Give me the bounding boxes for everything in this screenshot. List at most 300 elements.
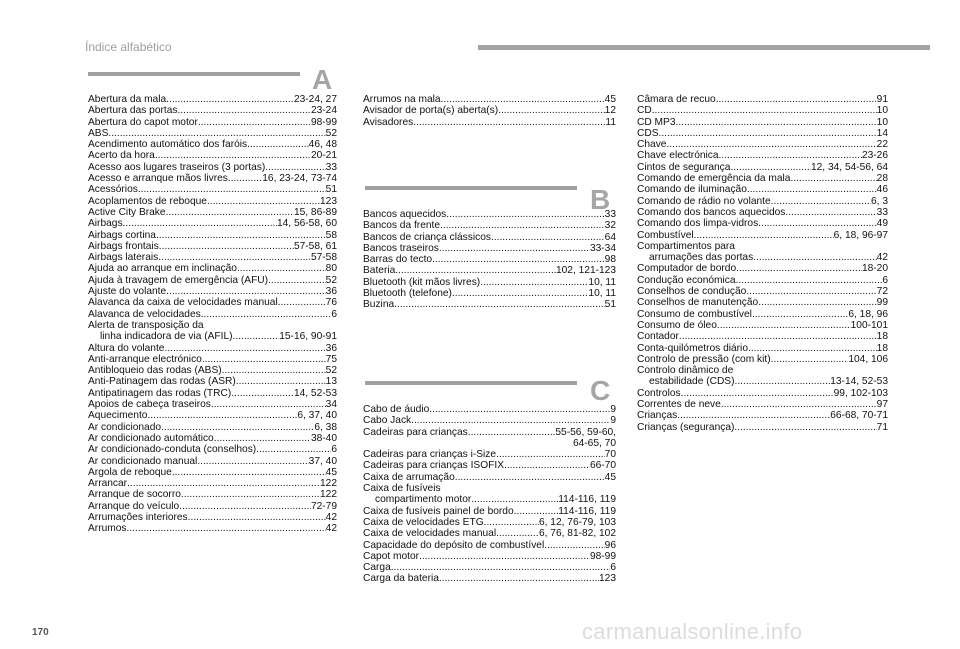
dot-leader	[491, 232, 605, 243]
index-entry-term: Ar condicionado manual	[88, 455, 198, 467]
index-entry-term: Acoplamentos de reboque	[88, 195, 207, 207]
index-entry-pages: 6	[331, 308, 337, 320]
dot-leader	[746, 286, 876, 297]
dot-leader	[147, 410, 297, 421]
index-entry	[637, 331, 888, 342]
dot-leader	[440, 220, 605, 231]
dot-leader	[484, 517, 539, 528]
index-entry-term: Conselhos de condução	[637, 286, 747, 298]
index-entry-pages: 36	[325, 342, 337, 354]
index-entry	[363, 472, 616, 483]
index-entry-term: Airbags frontais	[88, 240, 159, 252]
index-entry-pages: 6, 3	[871, 195, 888, 207]
index-entry-pages: 52	[325, 274, 337, 286]
index-entry-pages: 42	[325, 523, 337, 535]
index-entry-term: Bluetooth (telefone)	[363, 288, 452, 300]
index-entry	[363, 117, 616, 128]
index-entry-pages: 51	[325, 184, 337, 196]
index-entry-term: Caixa de arrumação	[363, 471, 455, 483]
index-entry-pages: 6	[882, 274, 888, 286]
index-entry-pages: 52	[325, 127, 337, 139]
index-entry	[363, 540, 616, 551]
index-entry-pages: 49	[876, 218, 888, 230]
index-entry-pages: 34	[325, 399, 337, 411]
index-entry-term: Condução económica	[637, 274, 736, 286]
index-entry-term: Comando de iluminação	[637, 184, 747, 196]
index-entry-pages: 12	[604, 105, 616, 117]
index-entry-term: Caixa de velocidades ETG	[363, 516, 484, 528]
index-entry	[637, 207, 888, 218]
index-entry-term: Anti-arranque electrónico	[88, 353, 202, 365]
index-entry	[637, 275, 888, 286]
watermark: carmanualsonline.info	[582, 619, 803, 644]
index-entry	[637, 218, 888, 229]
dot-leader	[785, 207, 876, 218]
index-entry-pages: 42	[876, 252, 888, 264]
page-number: 170	[32, 627, 49, 638]
index-entry	[637, 309, 888, 320]
index-entry-term: Arrumos na mala	[363, 94, 441, 105]
index-entry-term: Conselhos de manutenção	[637, 297, 759, 309]
index-entry-pages: 71	[876, 421, 888, 433]
section-b-letter: B	[590, 184, 611, 215]
index-entry-term: Arrumações interiores	[88, 511, 188, 523]
index-entry	[637, 184, 888, 195]
index-entry-pages: 100-101	[850, 319, 888, 331]
index-entry-pages: 14	[876, 127, 888, 139]
index-entry-pages: 46, 48	[308, 139, 337, 151]
index-entry-pages: 10	[876, 105, 888, 117]
dot-leader	[179, 501, 311, 512]
index-entry-pages: 6, 12, 76-79, 103	[538, 516, 616, 528]
index-entry-pages: 10	[876, 116, 888, 128]
dot-leader	[429, 404, 610, 415]
dot-leader	[201, 309, 332, 320]
index-entry-pages: 14, 56-58, 60	[276, 218, 337, 230]
index-entry	[88, 184, 337, 195]
index-entry-term: Arrumos	[88, 523, 127, 535]
index-entry	[88, 523, 337, 534]
section-b-entries	[363, 209, 616, 311]
dot-leader	[498, 105, 605, 116]
index-entry	[637, 320, 888, 331]
index-entry-term: Ajuste do volante	[88, 286, 167, 298]
index-entry-pages: 99, 102-103	[833, 387, 888, 399]
index-entry-pages: 72	[876, 286, 888, 298]
dot-leader	[419, 551, 590, 562]
dot-leader	[236, 376, 326, 387]
index-entry	[88, 320, 337, 331]
index-entry-pages: 122	[320, 478, 337, 490]
index-entry	[637, 354, 888, 365]
dot-leader	[681, 388, 834, 399]
index-entry-term: estabilidade (CDS)	[649, 376, 735, 388]
dot-leader	[237, 263, 326, 274]
index-entry	[88, 388, 337, 399]
index-entry	[637, 128, 888, 139]
index-entry-term: Ajuda ao arranque em inclinação	[88, 263, 237, 275]
index-entry-term: Argola de reboque	[88, 466, 172, 478]
index-entry-term: Cadeiras para crianças	[363, 426, 468, 438]
index-entry-pages: 45	[604, 471, 616, 483]
index-entry-term: Capot motor	[363, 550, 420, 562]
section-c-letter: C	[590, 375, 611, 406]
index-entry-pages: 98-99	[310, 116, 337, 128]
index-entry-pages: 23-24	[310, 105, 337, 117]
index-entry-pages: 66-70	[589, 460, 616, 472]
index-entry-pages: 18	[876, 342, 888, 354]
dot-leader	[413, 117, 605, 128]
index-entry-term: Ar condicionado automático	[88, 432, 214, 444]
index-entry	[363, 288, 616, 299]
dot-leader	[197, 456, 308, 467]
index-entry	[363, 415, 616, 426]
dot-leader	[677, 410, 830, 421]
index-entry-pages: 57-58, 61	[293, 240, 337, 252]
dot-leader	[127, 523, 326, 534]
index-entry	[637, 150, 888, 161]
dot-leader	[395, 265, 556, 276]
dot-leader	[432, 254, 605, 265]
index-entry-pages: 6	[331, 444, 337, 456]
index-entry-term: linha indicadora de via (AFIL)	[100, 331, 233, 343]
dot-leader	[177, 105, 310, 116]
index-entry-pages: 52	[325, 365, 337, 377]
index-entry-term: Arranque de socorro	[88, 489, 181, 501]
index-entry	[88, 456, 337, 467]
index-entry	[88, 263, 337, 274]
index-entry-term: Arranque do veículo	[88, 500, 180, 512]
dot-leader	[214, 433, 311, 444]
index-entry-term: Alavanca da caixa de velocidades manual	[88, 297, 278, 309]
index-entry-term: arrumações das portas	[649, 252, 754, 264]
index-entry	[637, 105, 888, 116]
index-entry-term: Comando de emergência da mala	[637, 173, 791, 185]
dot-leader	[748, 343, 877, 354]
index-entry	[88, 230, 337, 241]
index-entry-term: Cadeiras para crianças ISOFIX	[363, 460, 504, 472]
index-entry-pages: 104, 106	[848, 353, 888, 365]
index-entry	[88, 275, 337, 286]
index-entry-term: Comando dos limpa-vidros	[637, 218, 759, 230]
index-entry	[88, 241, 337, 252]
dot-leader	[514, 506, 559, 517]
index-entry-pages: 22	[876, 139, 888, 151]
index-entry	[88, 117, 337, 128]
index-entry-term: Arrancar	[88, 478, 128, 490]
dot-leader	[771, 354, 849, 365]
index-entry-term: Airbags	[88, 218, 123, 230]
section-c-bar	[365, 381, 577, 385]
index-entry-pages: 75	[325, 353, 337, 365]
index-entry-pages: 51	[604, 299, 616, 311]
index-entry-pages: 6, 18, 96-97	[833, 229, 888, 241]
index-entry	[363, 517, 616, 528]
dot-leader	[758, 218, 876, 229]
index-entry-term: Acesso aos lugares traseiros (3 portas)	[88, 161, 266, 173]
index-entry-term: Acessórios	[88, 184, 138, 196]
index-entry-pages: 23-24, 27	[293, 94, 337, 105]
dot-leader	[441, 94, 605, 105]
index-entry-pages: 45	[325, 466, 337, 478]
index-entry-pages: 6, 38	[314, 421, 337, 433]
section-c-continued-entries	[637, 94, 888, 433]
index-entry	[363, 265, 616, 276]
index-entry	[88, 376, 337, 387]
index-entry-pages: 122	[320, 489, 337, 501]
index-entry-term: Consumo de óleo	[637, 319, 717, 331]
index-entry-term: Controlos	[637, 387, 681, 399]
index-entry	[363, 243, 616, 254]
index-entry	[363, 562, 616, 573]
index-entry-pages: 80	[325, 263, 337, 275]
index-entry-term: Crianças	[637, 410, 678, 422]
index-entry-term: Bancos de criança clássicos	[363, 231, 491, 243]
index-entry-pages: 72-79	[310, 500, 337, 512]
index-entry-term: Combustível	[637, 229, 694, 241]
dot-leader	[753, 252, 876, 263]
dot-leader	[127, 478, 320, 489]
dot-leader	[446, 209, 604, 220]
index-entry	[637, 286, 888, 297]
index-entry-term: Cabo Jack	[363, 415, 412, 427]
index-entry-pages: 28	[876, 173, 888, 185]
index-entry	[88, 410, 337, 421]
index-entry	[637, 343, 888, 354]
index-entry	[637, 117, 888, 128]
dot-leader	[158, 252, 311, 263]
dot-leader	[256, 444, 331, 455]
index-entry-term: Bateria	[363, 265, 396, 277]
index-entry	[637, 388, 888, 399]
index-entry	[637, 365, 888, 376]
index-entry	[363, 573, 616, 584]
index-entry-term: Contador	[637, 331, 679, 343]
dot-leader	[471, 494, 558, 505]
dot-leader	[228, 173, 262, 184]
index-entry	[88, 94, 337, 105]
index-entry-pages: 9	[610, 404, 616, 415]
index-entry-pages: 33-34	[589, 242, 616, 254]
dot-leader	[544, 540, 604, 551]
index-entry-term: Buzina	[363, 299, 395, 311]
index-entry-term: Antibloqueio das rodas (ABS)	[88, 365, 222, 377]
index-entry-pages: 64	[604, 231, 616, 243]
section-a-letter: A	[312, 64, 333, 95]
index-entry-term: Ajuda à travagem de emergência (AFU)	[88, 274, 269, 286]
index-entry-term: Cadeiras para crianças i-Size	[363, 449, 497, 461]
index-entry	[637, 139, 888, 150]
index-entry	[363, 220, 616, 231]
index-entry	[363, 299, 616, 310]
index-entry-pages: 98	[604, 254, 616, 266]
dot-leader	[108, 128, 325, 139]
dot-leader	[734, 422, 876, 433]
section-a-continued-entries	[363, 94, 616, 128]
dot-leader	[394, 299, 605, 310]
index-entry	[363, 528, 616, 539]
index-entry	[363, 105, 616, 116]
index-entry-term: Avisador de porta(s) aberta(s)	[363, 105, 499, 117]
index-entry	[363, 438, 616, 449]
index-entry-pages: 18-20	[861, 263, 888, 275]
dot-leader	[391, 562, 611, 573]
index-entry	[363, 427, 616, 438]
dot-leader	[736, 263, 862, 274]
index-entry-pages: 37, 40	[308, 455, 337, 467]
index-entry	[637, 173, 888, 184]
dot-leader	[202, 354, 326, 365]
index-entry-pages: 10, 11	[588, 276, 616, 288]
dot-leader	[736, 275, 883, 286]
index-entry-term: Ar condicionado-conduta (conselhos)	[88, 444, 257, 456]
index-entry	[363, 449, 616, 460]
index-entry-pages: 36	[325, 286, 337, 298]
index-entry-term: Comando de rádio no volante	[637, 195, 771, 207]
index-entry	[88, 343, 337, 354]
index-entry	[88, 444, 337, 455]
index-entry-term: Active City Brake	[88, 206, 166, 218]
index-entry-pages: 10, 11	[588, 288, 616, 300]
index-entry-term: Bluetooth (kit mãos livres)	[363, 276, 481, 288]
index-entry	[88, 433, 337, 444]
index-entry-pages: 45	[604, 94, 616, 105]
index-entry-term: Acesso e arranque mãos livres	[88, 173, 228, 185]
index-entry	[363, 494, 616, 505]
index-entry-term: Bancos da frente	[363, 220, 441, 232]
index-entry-pages: 18	[876, 331, 888, 343]
index-entry	[88, 150, 337, 161]
dot-leader	[676, 117, 877, 128]
section-a-entries	[88, 94, 337, 535]
dot-leader	[439, 573, 599, 584]
dot-leader	[166, 286, 325, 297]
index-entry-pages: 123	[599, 573, 616, 585]
index-entry-pages: 9	[610, 415, 616, 427]
index-entry-term: Anti-Patinagem das rodas (ASR)	[88, 376, 236, 388]
dot-leader	[504, 460, 590, 471]
index-entry-term: CD MP3	[637, 116, 676, 128]
index-entry	[363, 209, 616, 220]
index-entry-term: Alerta de transposição da	[88, 319, 204, 331]
index-entry-term: Chave electrónica	[637, 150, 719, 162]
dot-leader	[166, 94, 294, 105]
index-entry-term: Abertura da mala	[88, 94, 167, 105]
index-entry-term: Carga da bateria	[363, 573, 439, 585]
index-entry	[637, 230, 888, 241]
index-entry-pages: 102, 121-123	[555, 265, 616, 277]
dot-leader	[159, 241, 294, 252]
index-entry	[363, 460, 616, 471]
dot-leader	[207, 196, 320, 207]
dot-leader	[747, 184, 877, 195]
index-entry-term: Chave	[637, 139, 667, 151]
dot-leader	[181, 489, 320, 500]
index-entry-pages: 98-99	[589, 550, 616, 562]
index-entry-term: Airbags laterais	[88, 252, 159, 264]
dot-leader	[166, 207, 294, 218]
index-entry	[637, 241, 888, 252]
index-entry-pages: 114-116, 119	[558, 494, 616, 506]
index-entry	[637, 94, 888, 105]
dot-leader	[439, 243, 590, 254]
dot-leader	[468, 427, 556, 438]
dot-leader	[123, 218, 277, 229]
dot-leader	[721, 399, 877, 410]
dot-leader	[138, 184, 326, 195]
index-entry	[363, 232, 616, 243]
dot-leader	[719, 150, 862, 161]
dot-leader	[188, 512, 326, 523]
dot-leader	[666, 139, 876, 150]
index-entry-term: Caixa de fusíveis	[363, 483, 441, 495]
index-entry-term: Conta-quilómetros diário	[637, 342, 748, 354]
index-entry-pages: 91	[876, 94, 888, 105]
index-entry-pages: 114-116, 119	[558, 505, 616, 517]
index-entry-term: Cabo de áudio	[363, 404, 430, 415]
index-entry	[637, 196, 888, 207]
dot-leader	[247, 139, 309, 150]
index-entry-pages: 33	[325, 161, 337, 173]
index-entry-term: Bancos aquecidos	[363, 209, 447, 220]
index-entry-term: Airbags cortina	[88, 229, 156, 241]
index-entry	[637, 399, 888, 410]
index-entry	[363, 277, 616, 288]
index-entry	[88, 162, 337, 173]
index-entry-pages: 6, 18, 96	[848, 308, 888, 320]
index-entry-pages: 123	[320, 195, 337, 207]
index-entry-term: Controlo de pressão (com kit)	[637, 353, 771, 365]
dot-leader	[652, 105, 877, 116]
index-entry-pages: 16, 23-24, 73-74	[262, 173, 337, 185]
index-entry-pages: 76	[325, 297, 337, 309]
header-title: Índice alfabético	[85, 40, 172, 54]
section-a-bar	[88, 72, 300, 76]
index-entry-pages: 64-65, 70	[572, 437, 616, 449]
index-entry	[88, 331, 337, 342]
index-entry	[88, 207, 337, 218]
index-entry	[88, 501, 337, 512]
index-entry	[88, 128, 337, 139]
dot-leader	[752, 309, 848, 320]
dot-leader	[716, 94, 877, 105]
index-entry-pages: 70	[604, 449, 616, 461]
index-entry	[363, 254, 616, 265]
index-entry	[88, 105, 337, 116]
index-entry-term: compartimento motor	[375, 494, 472, 506]
index-entry	[88, 309, 337, 320]
index-entry-term: Câmara de recuo	[637, 94, 716, 105]
dot-leader	[265, 162, 325, 173]
dot-leader	[211, 399, 326, 410]
index-entry-pages: 32	[604, 220, 616, 232]
index-entry-pages: 13-14, 52-53	[830, 376, 888, 388]
index-entry	[88, 286, 337, 297]
section-b-bar	[365, 186, 577, 190]
index-entry	[637, 162, 888, 173]
header-divider	[478, 45, 930, 50]
index-entry-pages: 6, 37, 40	[297, 410, 337, 422]
index-entry-pages: 46	[876, 184, 888, 196]
index-entry-term: CD	[637, 105, 652, 117]
dot-leader	[455, 472, 605, 483]
index-entry-term: Correntes de neve	[637, 399, 721, 411]
index-entry	[88, 489, 337, 500]
index-entry	[88, 478, 337, 489]
index-entry	[88, 365, 337, 376]
index-entry	[88, 218, 337, 229]
index-entry-pages: 6, 76, 81-82, 102	[538, 528, 616, 540]
